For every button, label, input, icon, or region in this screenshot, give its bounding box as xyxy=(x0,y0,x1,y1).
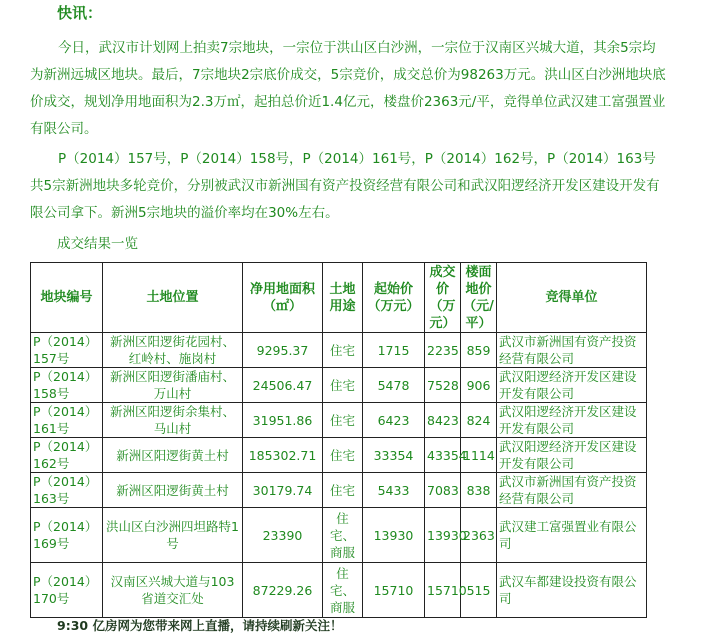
cell-floor-price: 906 xyxy=(461,368,497,403)
cell-location: 新洲区阳逻街潘庙村、万山村 xyxy=(103,368,243,403)
table-row xyxy=(31,368,647,403)
cell-use: 住宅 xyxy=(323,368,363,403)
news-flash-heading: 快讯： xyxy=(57,4,103,22)
cell-id: P（2014）157号 xyxy=(31,333,103,368)
table-row xyxy=(31,563,647,618)
cell-location: 洪山区白沙洲四坦路特1号 xyxy=(103,508,243,563)
cell-area: 24506.47 xyxy=(243,368,323,403)
paragraph-xinzhou-plots: P（2014）157号，P（2014）158号，P（2014）161号，P（2014）162号，P（2014）163号共5宗新洲地块多轮竞价，分别被武汉市新洲国有资产投资经营有限公司和武汉阳逻经济开发区建设开发有限公司拿下。新洲5宗地块的溢价率均在30%左右。 xyxy=(30,151,660,221)
cell-winner: 武汉阳逻经济开发区建设开发有限公司 xyxy=(497,438,647,473)
cell-start-price: 13930 xyxy=(363,508,425,563)
col-header-start-price: 起始价（万元） xyxy=(363,263,425,333)
cell-deal-price: 7083 xyxy=(425,473,461,508)
cell-floor-price: 838 xyxy=(461,473,497,508)
cell-location: 汉南区兴城大道与103省道交汇处 xyxy=(103,563,243,618)
cell-winner: 武汉市新洲国有资产投资经营有限公司 xyxy=(497,333,647,368)
col-header-winner: 竞得单位 xyxy=(497,263,647,333)
cell-winner: 武汉阳逻经济开发区建设开发有限公司 xyxy=(497,403,647,438)
cell-deal-price: 13930 xyxy=(425,508,461,563)
cell-area: 185302.71 xyxy=(243,438,323,473)
live-update-footer: 9:30 亿房网为您带来网上直播，请持续刷新关注！ xyxy=(57,618,343,633)
cell-winner: 武汉市新洲国有资产投资经营有限公司 xyxy=(497,473,647,508)
table-row xyxy=(31,473,647,508)
table-row xyxy=(31,508,647,563)
col-header-deal-price: 成交价（万元） xyxy=(425,263,461,333)
cell-id: P（2014）162号 xyxy=(31,438,103,473)
cell-deal-price: 7528 xyxy=(425,368,461,403)
cell-winner: 武汉阳逻经济开发区建设开发有限公司 xyxy=(497,368,647,403)
cell-use: 住宅 xyxy=(323,403,363,438)
cell-deal-price: 15710 xyxy=(425,563,461,618)
results-table xyxy=(30,262,647,618)
paragraph-summary: 今日，武汉市计划网上拍卖7宗地块，一宗位于洪山区白沙洲，一宗位于汉南区兴城大道，其余5宗均为新洲远城区地块。最后，7宗地块2宗底价成交，5宗竞价，成交总价为98263万元。洪山区白沙洲地块底价成交，规划净用地面积为2.3万㎡，起拍总价近1.4亿元，楼盘价2363元/平，竞得单位武汉建工富强置业有限公司。 xyxy=(30,40,666,137)
cell-floor-price: 1114 xyxy=(461,438,497,473)
col-header-use: 土地用途 xyxy=(323,263,363,333)
col-header-location: 土地位置 xyxy=(103,263,243,333)
col-header-floor-price: 楼面地价（元/平） xyxy=(461,263,497,333)
cell-id: P（2014）169号 xyxy=(31,508,103,563)
col-header-id: 地块编号 xyxy=(31,263,103,333)
cell-area: 30179.74 xyxy=(243,473,323,508)
table-row xyxy=(31,403,647,438)
cell-use: 住宅 xyxy=(323,333,363,368)
cell-deal-price: 43354 xyxy=(425,438,461,473)
cell-start-price: 1715 xyxy=(363,333,425,368)
cell-location: 新洲区阳逻街余集村、马山村 xyxy=(103,403,243,438)
cell-deal-price: 8423 xyxy=(425,403,461,438)
cell-id: P（2014）163号 xyxy=(31,473,103,508)
col-header-area: 净用地面积（㎡） xyxy=(243,263,323,333)
cell-id: P（2014）170号 xyxy=(31,563,103,618)
cell-floor-price: 824 xyxy=(461,403,497,438)
cell-location: 新洲区阳逻街黄土村 xyxy=(103,438,243,473)
cell-start-price: 15710 xyxy=(363,563,425,618)
cell-floor-price: 515 xyxy=(461,563,497,618)
cell-floor-price: 859 xyxy=(461,333,497,368)
results-caption: 成交结果一览 xyxy=(57,236,138,252)
cell-area: 87229.26 xyxy=(243,563,323,618)
cell-location: 新洲区阳逻街黄土村 xyxy=(103,473,243,508)
cell-id: P（2014）158号 xyxy=(31,368,103,403)
cell-use: 住宅 xyxy=(323,473,363,508)
table-row xyxy=(31,438,647,473)
cell-winner: 武汉建工富强置业有限公司 xyxy=(497,508,647,563)
cell-use: 住宅 xyxy=(323,438,363,473)
cell-id: P（2014）161号 xyxy=(31,403,103,438)
table-row xyxy=(31,333,647,368)
cell-use: 住宅、商服 xyxy=(323,508,363,563)
cell-floor-price: 2363 xyxy=(461,508,497,563)
cell-use: 住宅、商服 xyxy=(323,563,363,618)
cell-start-price: 6423 xyxy=(363,403,425,438)
cell-location: 新洲区阳逻街花园村、红岭村、施岗村 xyxy=(103,333,243,368)
table-header-row xyxy=(31,263,647,333)
cell-area: 9295.37 xyxy=(243,333,323,368)
cell-start-price: 5433 xyxy=(363,473,425,508)
cell-winner: 武汉车都建设投资有限公司 xyxy=(497,563,647,618)
cell-area: 23390 xyxy=(243,508,323,563)
cell-deal-price: 2235 xyxy=(425,333,461,368)
cell-start-price: 5478 xyxy=(363,368,425,403)
cell-area: 31951.86 xyxy=(243,403,323,438)
cell-start-price: 33354 xyxy=(363,438,425,473)
